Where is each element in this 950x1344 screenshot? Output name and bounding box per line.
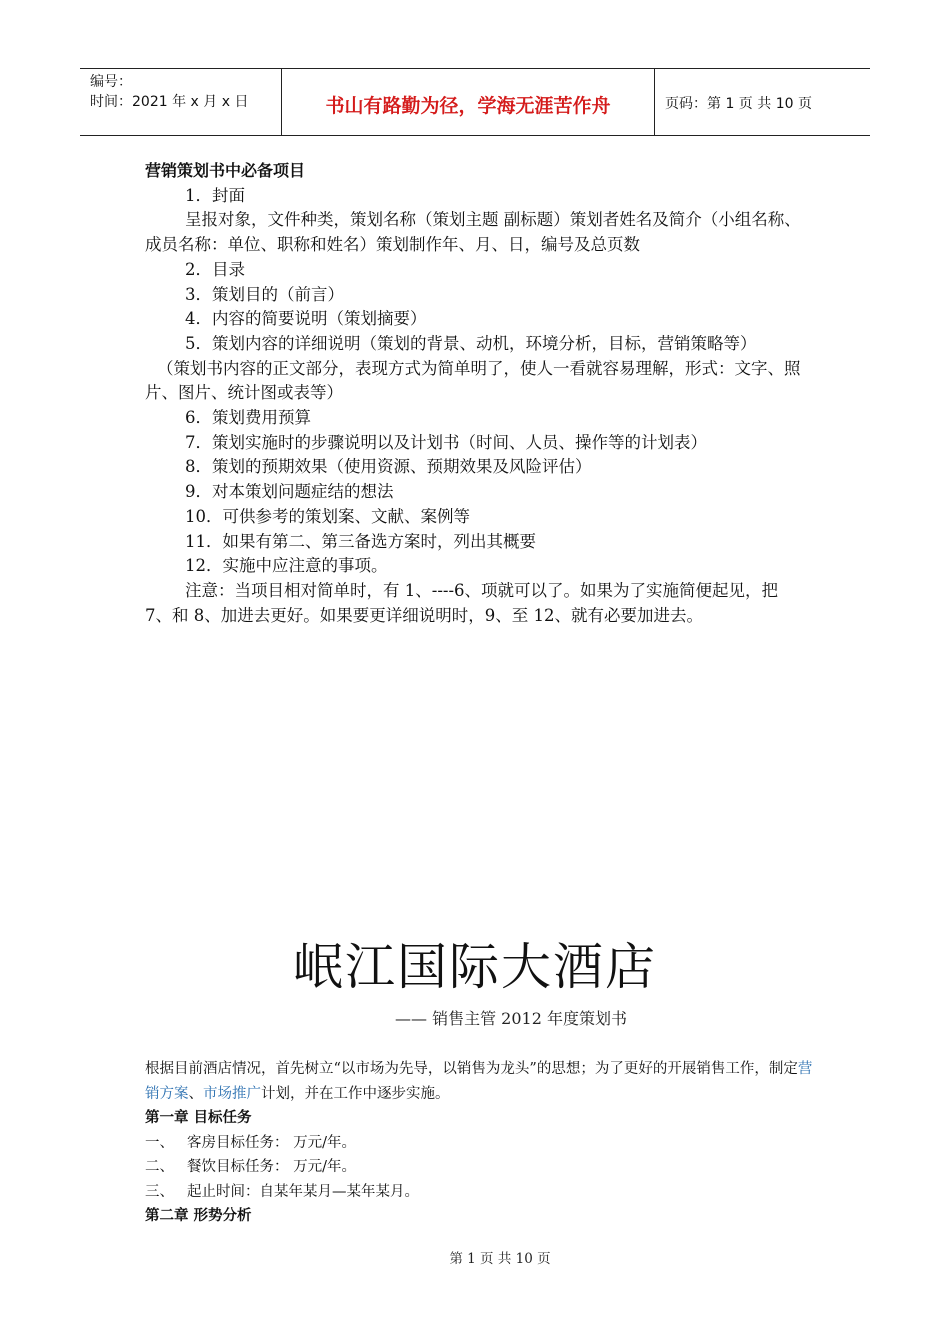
item-number: 二、 xyxy=(145,1159,174,1175)
item-number: 三、 xyxy=(145,1183,174,1200)
item-text: 餐饮目标任务： 万元/年。 xyxy=(187,1159,356,1175)
list-item-detail: （策划书内容的正文部分，表现方式为简单明了，使人一看就容易理解，形式：文字、照片、图片、统计图或表等） xyxy=(145,358,801,403)
page-header xyxy=(80,68,870,136)
document-number: 编号： xyxy=(90,74,132,90)
intro-text-1: 根据目前酒店情况，首先树立“以市场为先导，以销售为龙头”的思想；为了更好的开展销售工作，制定 xyxy=(145,1061,798,1077)
planning-items-section xyxy=(145,159,807,628)
section-heading: 营销策划书中必备项目 xyxy=(145,161,306,180)
list-item: 4．内容的简要说明（策划摘要） xyxy=(185,309,427,329)
list-item: 5．策划内容的详细说明（策划的背景、动机，环境分析，目标，营销策略等） xyxy=(185,333,757,353)
header-page-number: 页码：第 1 页 共 10 页 xyxy=(665,96,812,112)
intro-paragraph xyxy=(145,1057,825,1106)
header-meta-cell xyxy=(80,69,282,135)
marketing-plan-link[interactable]: 营销方案 xyxy=(145,1061,813,1102)
plan-subtitle: —— 销售主管 2012 年度策划书 xyxy=(395,1009,627,1028)
list-item: 8．策划的预期效果（使用资源、预期效果及风险评估） xyxy=(185,457,592,477)
chapter-heading: 第二章 形势分析 xyxy=(145,1208,252,1224)
list-item: 9．对本策划问题症结的想法 xyxy=(185,482,394,502)
item-text: 客房目标任务： 万元/年。 xyxy=(187,1134,356,1151)
item-number: 一、 xyxy=(145,1134,174,1151)
list-item-detail: 呈报对象，文件种类，策划名称（策划主题 副标题）策划者姓名及简介（小组名称、成员名称：单位、职称和姓名）策划制作年、月、日，编号及总页数 xyxy=(145,210,801,255)
chapter-item xyxy=(145,1180,825,1205)
market-promotion-link[interactable]: 市场推广 xyxy=(203,1085,261,1102)
list-item: 11．如果有第二、第三备选方案时，列出其概要 xyxy=(185,531,536,551)
list-item: 6．策划费用预算 xyxy=(185,408,311,428)
page-footer: 第 1 页 共 10 页 xyxy=(449,1251,551,1267)
list-item: 12．实施中应注意的事项。 xyxy=(185,556,388,576)
header-motto: 书山有路勤为径，学海无涯苦作舟 xyxy=(282,69,655,135)
chapter-heading: 第一章 目标任务 xyxy=(145,1110,252,1126)
list-item: 1．封面 xyxy=(185,185,245,205)
list-item: 3．策划目的（前言） xyxy=(185,284,344,304)
hotel-title: 岷江国际大酒店 xyxy=(293,938,657,996)
chapter-item xyxy=(145,1131,825,1156)
plan-body xyxy=(145,1057,825,1229)
list-item: 7．策划实施时的步骤说明以及计划书（时间、人员、操作等的计划表） xyxy=(185,432,707,452)
document-date: 时间：2021 年 x 月 x 日 xyxy=(90,94,249,110)
list-item: 2．目录 xyxy=(185,259,245,279)
list-item: 10．可供参考的策划案、文献、案例等 xyxy=(185,506,470,526)
note-paragraph: 注意：当项目相对简单时，有 1、----6、项就可以了。如果为了实施简便起见，把 7、和 8、加进去更好。如果要更详细说明时，9、至 12、就有必要加进去。 xyxy=(145,580,779,625)
chapter-item xyxy=(145,1155,825,1180)
intro-text-2: 计划，并在工作中逐步实施。 xyxy=(261,1085,450,1102)
intro-separator: 、 xyxy=(188,1085,203,1102)
item-text: 起止时间：自某年某月—某年某月。 xyxy=(187,1183,419,1200)
